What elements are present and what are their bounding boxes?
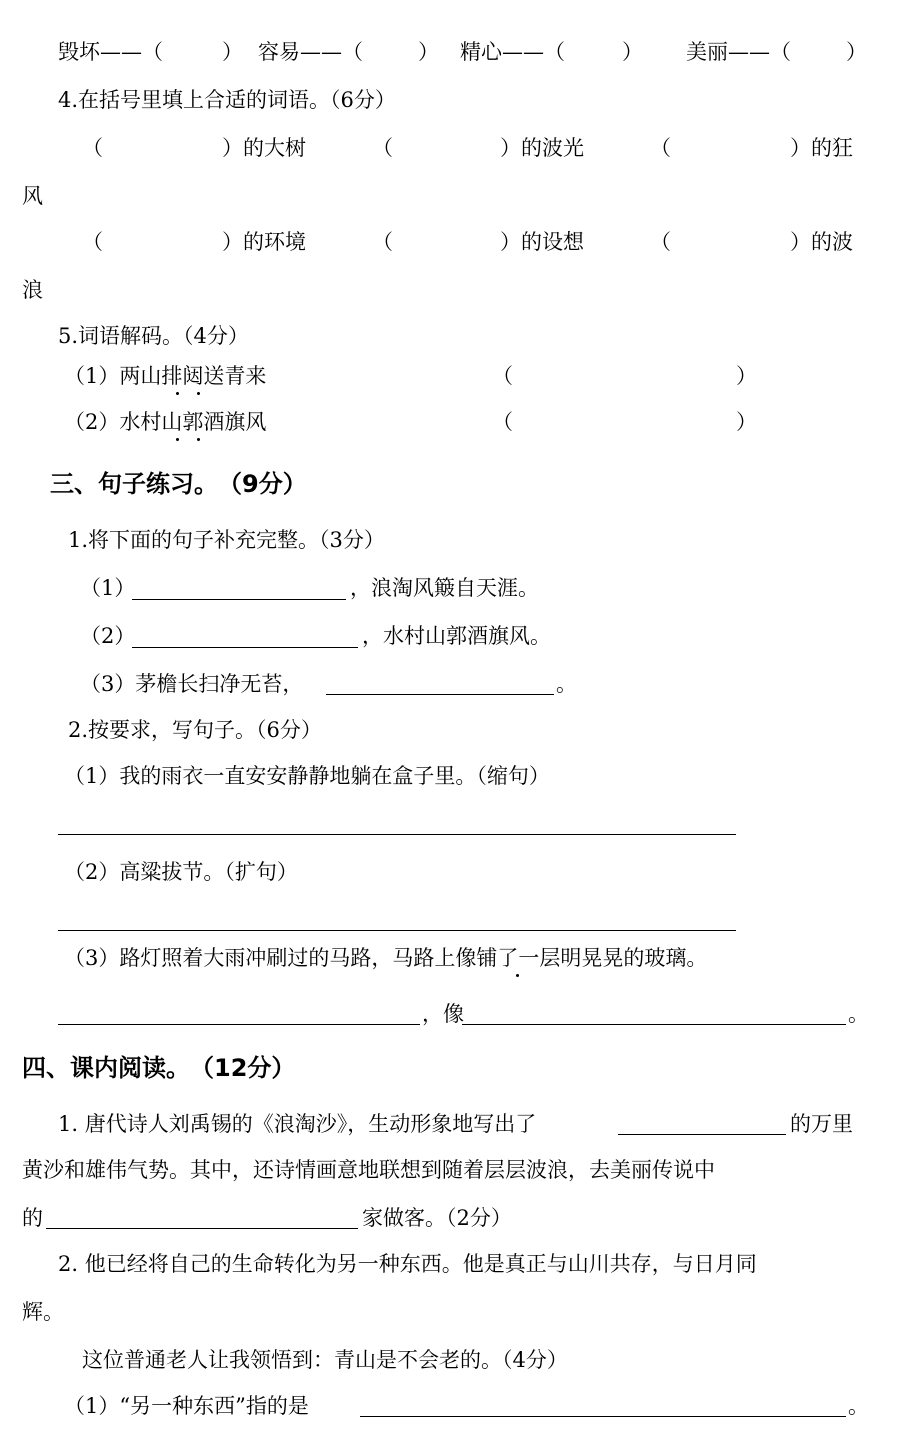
q4-r2-p3-open: （ (650, 230, 671, 254)
q5-item2-open: （ (492, 410, 513, 434)
q4-r2-p1-open: （ (82, 230, 103, 254)
s4-q1-line1-head: 1. 唐代诗人刘禹锡的《浪淘沙》，生动形象地写出了 (58, 1112, 537, 1136)
antonym-b: 容易——（ (258, 40, 363, 64)
emphasis-dot (197, 438, 200, 441)
q5-title: 5.词语解码。（4分） (58, 324, 249, 348)
s4-q1-line2: 黄沙和雄伟气势。其中，还诗情画意地联想到随着层层波浪，去美丽传说中 (22, 1158, 715, 1182)
q4-r2-p2-open: （ (372, 230, 393, 254)
s4-q2-line2: 辉。 (22, 1300, 64, 1324)
section4-heading: 四、课内阅读。 （12分） (22, 1054, 296, 1082)
q4-r2-wrap: 浪 (22, 278, 43, 302)
emphasis-dot (176, 438, 179, 441)
s4-q2-line1: 2. 他已经将自己的生命转化为另一种东西。他是真正与山川共存，与日月同 (58, 1252, 757, 1276)
s3-q1-item2-tail: ，水村山郭酒旗风。 (362, 624, 551, 648)
answer-blank[interactable] (132, 647, 358, 648)
s3-q1-item3-head: （3）茅檐长扫净无苔， (80, 672, 304, 696)
q4-r1-p3-open: （ (650, 136, 671, 160)
s4-q2-item1-end: 。 (848, 1394, 869, 1418)
emphasis-dot (176, 392, 179, 395)
antonym-a: 毁坏——（ (58, 40, 163, 64)
s4-q2-line3: 这位普通老人让我领悟到：青山是不会老的。（4分） (82, 1348, 568, 1372)
answer-line[interactable] (58, 930, 736, 931)
section3-heading: 三、句子练习。 （9分） (50, 470, 307, 498)
antonym-d: 美丽——（ (686, 40, 791, 64)
q4-title: 4.在括号里填上合适的词语。（6分） (58, 88, 396, 112)
answer-blank[interactable] (618, 1134, 786, 1135)
antonym-c-close: ） (622, 40, 643, 64)
s3-q1-item2-num: （2） (80, 624, 136, 648)
s4-q1-line3-head: 的 (22, 1206, 43, 1230)
answer-blank[interactable] (46, 1228, 358, 1229)
q4-r2-p3-close: ）的波 (790, 230, 853, 254)
q4-r2-p1-close: ）的环境 (222, 230, 306, 254)
s3-q1-item3-tail: 。 (556, 672, 577, 696)
q4-r1-wrap: 风 (22, 184, 43, 208)
q4-r1-p3-close: ）的狂 (790, 136, 853, 160)
s4-q2-item1-head: （1）“另一种东西”指的是 (64, 1394, 309, 1418)
q5-item1-text: （1）两山排闼送青来 (64, 364, 267, 388)
answer-blank[interactable] (58, 1024, 420, 1025)
q5-item1-open: （ (492, 364, 513, 388)
q4-r2-p2-close: ）的设想 (500, 230, 584, 254)
emphasis-dot (516, 974, 519, 977)
s3-q2-item1: （1）我的雨衣一直安安静静地躺在盒子里。（缩句） (64, 764, 550, 788)
q4-r1-p1-open: （ (82, 136, 103, 160)
antonym-c: 精心——（ (460, 40, 565, 64)
s3-q2-item3-end: 。 (848, 1002, 869, 1026)
s4-q1-line3-tail: 家做客。（2分） (362, 1206, 512, 1230)
s3-q2-title: 2.按要求，写句子。（6分） (68, 718, 322, 742)
answer-blank[interactable] (132, 599, 346, 600)
antonym-d-close: ） (846, 40, 867, 64)
emphasis-dot (197, 392, 200, 395)
s3-q2-item3: （3）路灯照着大雨冲刷过的马路，马路上像铺了一层明晃晃的玻璃。 (64, 946, 708, 970)
s3-q1-item1-tail: ，浪淘风簸自天涯。 (350, 576, 539, 600)
antonym-a-close: ） (222, 40, 243, 64)
antonym-b-close: ） (418, 40, 439, 64)
q4-r1-p1-close: ）的大树 (222, 136, 306, 160)
s3-q2-item2: （2）高粱拔节。（扩句） (64, 860, 298, 884)
q5-item2-close: ） (736, 410, 757, 434)
s4-q1-line1-tail: 的万里 (790, 1112, 853, 1136)
s3-q1-title: 1.将下面的句子补充完整。（3分） (68, 528, 385, 552)
answer-blank[interactable] (360, 1416, 846, 1417)
q5-item2-text: （2）水村山郭酒旗风 (64, 410, 267, 434)
s3-q1-item1-num: （1） (80, 576, 136, 600)
q5-item1-close: ） (736, 364, 757, 388)
s3-q2-item3-mid: ，像 (422, 1002, 464, 1026)
answer-blank[interactable] (326, 694, 554, 695)
q4-r1-p2-close: ）的波光 (500, 136, 584, 160)
q4-r1-p2-open: （ (372, 136, 393, 160)
answer-line[interactable] (58, 834, 736, 835)
answer-blank[interactable] (462, 1024, 846, 1025)
